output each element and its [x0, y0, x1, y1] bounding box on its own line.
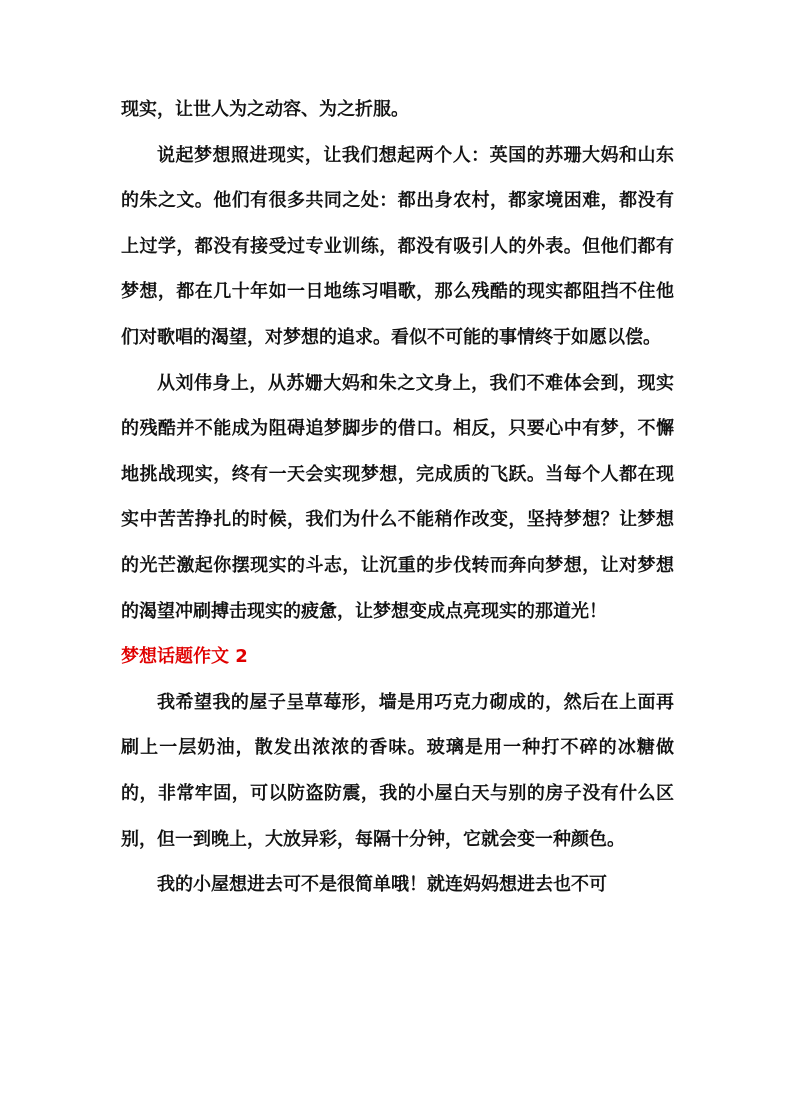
- section-heading: 梦想话题作文 2: [121, 646, 248, 668]
- document-body: [121, 87, 674, 908]
- paragraph-dream-reality: 说起梦想照进现实，让我们想起两个人：英国的苏珊大妈和山东的朱之文。他们有很多共同之处：都出身农村，都家境困难，都没有上过学，都没有接受过专业训练，都没有吸引人的外表。但他们都有梦想，都在几十年如一日地练习唱歌，那么残酷的现实都阻挡不住他们对歌唱的渴望，对梦想的追求。看似不可能的事情终于如愿以偿。: [121, 144, 674, 348]
- paragraph-liu-wei: 从刘伟身上，从苏姗大妈和朱之文身上，我们不难体会到，现实的残酷并不能成为阻碍追梦脚步的借口。相反，只要心中有梦，不懈地挑战现实，终有一天会实现梦想，完成质的飞跃。当每个人都在现实中苦苦挣扎的时候，我们为什么不能稍作改变，坚持梦想？让梦想的光芒激起你摆现实的斗志，让沉重的步伐转而奔向梦想，让对梦想的渴望冲刷搏击现实的疲惫，让梦想变成点亮现实的那道光！: [121, 372, 674, 622]
- paragraph-house-entry: 我的小屋想进去可不是很简单哦！就连妈妈想进去也不可: [157, 874, 607, 896]
- paragraph-strawberry-house: 我希望我的屋子呈草莓形，墙是用巧克力砌成的，然后在上面再刷上一层奶油，散发出浓浓的香味。玻璃是用一种打不碎的冰糖做的，非常牢固，可以防盗防震，我的小屋白天与别的房子没有什么区别，但一到晚上，大放异彩，每隔十分钟，它就会变一种颜色。: [121, 691, 674, 850]
- paragraph-continued: 现实，让世人为之动容、为之折服。: [121, 99, 409, 120]
